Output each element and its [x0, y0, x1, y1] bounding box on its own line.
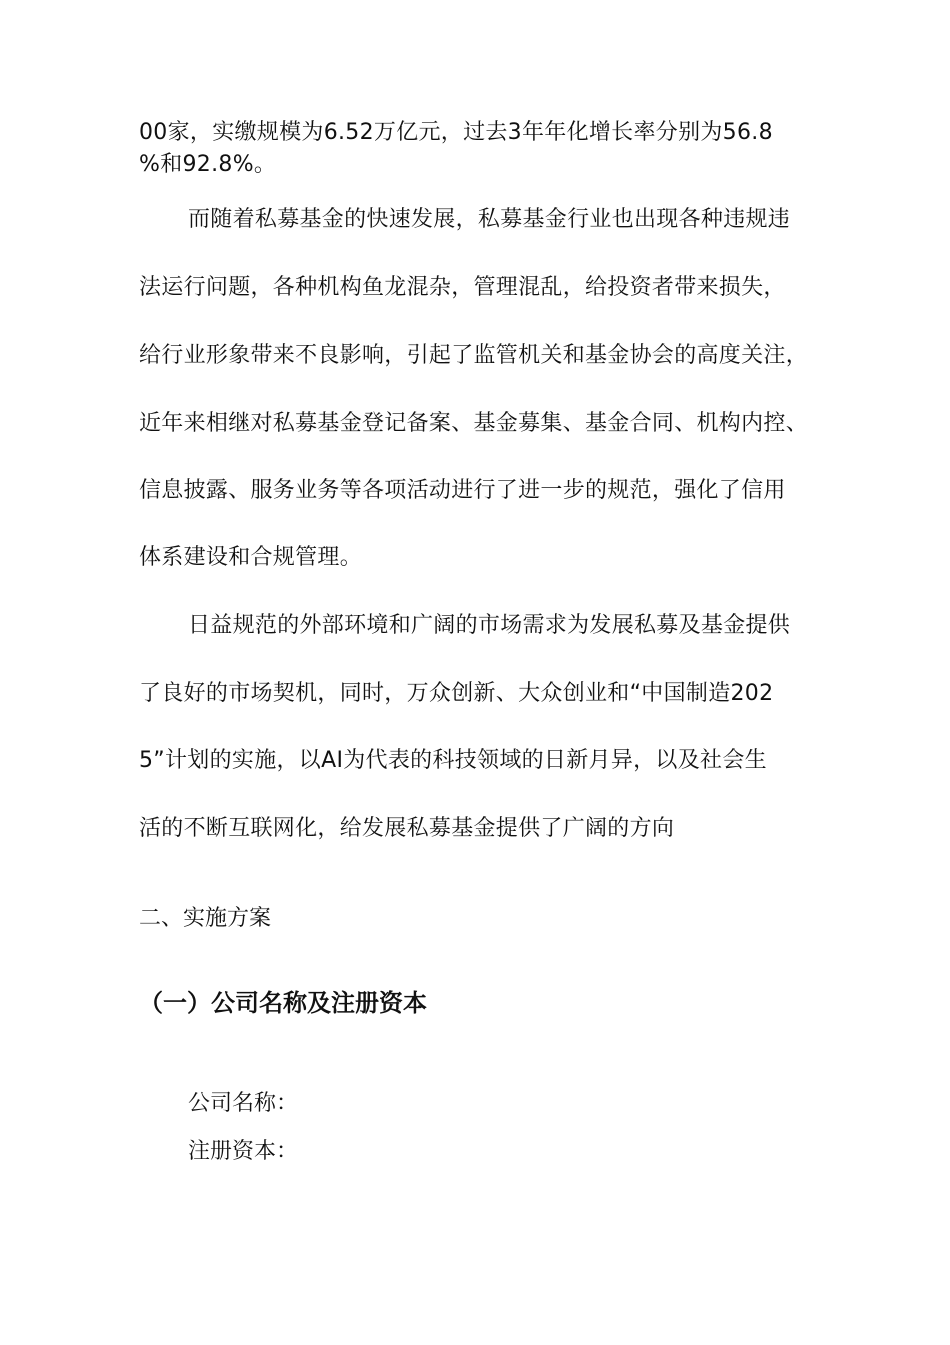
paragraph-2-line-1: 而随着私募基金的快速发展，私募基金行业也出现各种违规违	[188, 207, 791, 232]
paragraph-1-line-2: %和92.8%。	[139, 152, 277, 177]
company-name-label: 公司名称：	[188, 1091, 299, 1116]
paragraph-2-line-5: 信息披露、服务业务等各项活动进行了进一步的规范，强化了信用	[139, 478, 786, 503]
paragraph-2-line-6: 体系建设和合规管理。	[139, 545, 363, 570]
paragraph-2-line-4: 近年来相继对私募基金登记备案、基金募集、基金合同、机构内控、	[139, 411, 809, 436]
paragraph-3-line-4: 活的不断互联网化，给发展私募基金提供了广阔的方向	[139, 816, 675, 841]
subsection-heading: （一）公司名称及注册资本	[139, 989, 427, 1017]
paragraph-3-line-1: 日益规范的外部环境和广阔的市场需求为发展私募及基金提供	[188, 613, 791, 638]
paragraph-1-line-1: 00家，实缴规模为6.52万亿元，过去3年年化增长率分别为56.8	[139, 120, 773, 145]
paragraph-3-line-2: 了良好的市场契机，同时，万众创新、大众创业和“中国制造202	[139, 681, 774, 706]
paragraph-2-line-3: 给行业形象带来不良影响，引起了监管机关和基金协会的高度关注，	[139, 343, 809, 368]
paragraph-3-line-3: 5”计划的实施，以AI为代表的科技领域的日新月异，以及社会生	[139, 748, 767, 773]
paragraph-2-line-2: 法运行问题，各种机构鱼龙混杂，管理混乱，给投资者带来损失，	[139, 275, 786, 300]
section-heading: 二、实施方案	[139, 906, 272, 931]
registered-capital-label: 注册资本：	[188, 1139, 299, 1164]
